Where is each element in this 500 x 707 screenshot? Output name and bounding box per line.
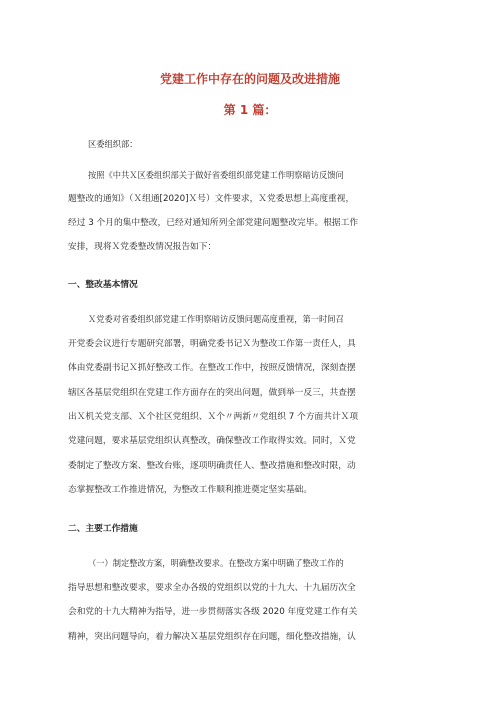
paragraph-line: 按照《中共Ｘ区委组织部关于做好省委组织部党建工作明察暗访反馈问: [88, 170, 344, 180]
paragraph-line: 题整改的通知》（Ｘ组通[2020]Ｘ号）文件要求，Ｘ党委思想上高度重视，: [68, 194, 355, 204]
paragraph-line: 党建问题，要求基层党组织认真整改，确保整改工作取得实效。同时，Ｘ党: [68, 436, 356, 446]
section-heading: 一、整改基本情况: [68, 280, 138, 290]
paragraph-line: 体由党委副书记Ｘ抓好整改工作。在整改工作中，按照反馈情况，深刻查摆: [68, 363, 356, 373]
paragraph-line: 精神，突出问题导向，着力解决Ｘ基层党组织存在问题，细化整改措施，认: [68, 632, 356, 642]
paragraph-line: 开党委会议进行专题研究部署，明确党委书记Ｘ为整改工作第一责任人，具: [68, 339, 356, 349]
paragraph-line: 安排，现将Ｘ党委整改情况报告如下：: [68, 242, 217, 252]
document-title: 党建工作中存在的问题及改进措施: [159, 72, 340, 86]
paragraph-line: 会和党的十九大精神为指导，进一步贯彻落实各级 2020 年度党建工作有关: [68, 607, 358, 617]
paragraph-line: 态掌握整改工作推进情况，为整改工作顺利推进奠定坚实基础。: [68, 485, 313, 495]
paragraph-line: Ｘ党委对省委组织部党建工作明察暗访反馈问题高度重视，第一时间召: [88, 314, 344, 324]
paragraph-line: 委制定了整改方案、整改台账，逐项明确责任人、整改措施和整改时限，动: [68, 461, 356, 471]
section-heading: 二、主要工作措施: [68, 524, 138, 534]
paragraph-line: 经过 3 个月的集中整改，已经对通知所列全部党建问题整改完毕。根据工作: [68, 218, 359, 228]
paragraph-line: 指导思想和整改要求，要求全办各级的党组织以党的十九大、十九届历次全: [68, 583, 356, 593]
paragraph-line: 出Ｘ机关党支部、Ｘ个社区党组织、Ｘ个〃两新〃党组织 7 个方面共计Ｘ项: [68, 412, 359, 422]
paragraph-line: 辖区各基层党组织在党建工作方面存在的突出问题，做到举一反三，共查摆: [68, 388, 356, 398]
document-subtitle: 第 1 篇：: [223, 103, 277, 117]
paragraph-line: （一）制定整改方案，明确整改要求。在整改方案中明确了整改工作的: [88, 558, 344, 568]
salutation: 区委组织部：: [88, 139, 138, 149]
